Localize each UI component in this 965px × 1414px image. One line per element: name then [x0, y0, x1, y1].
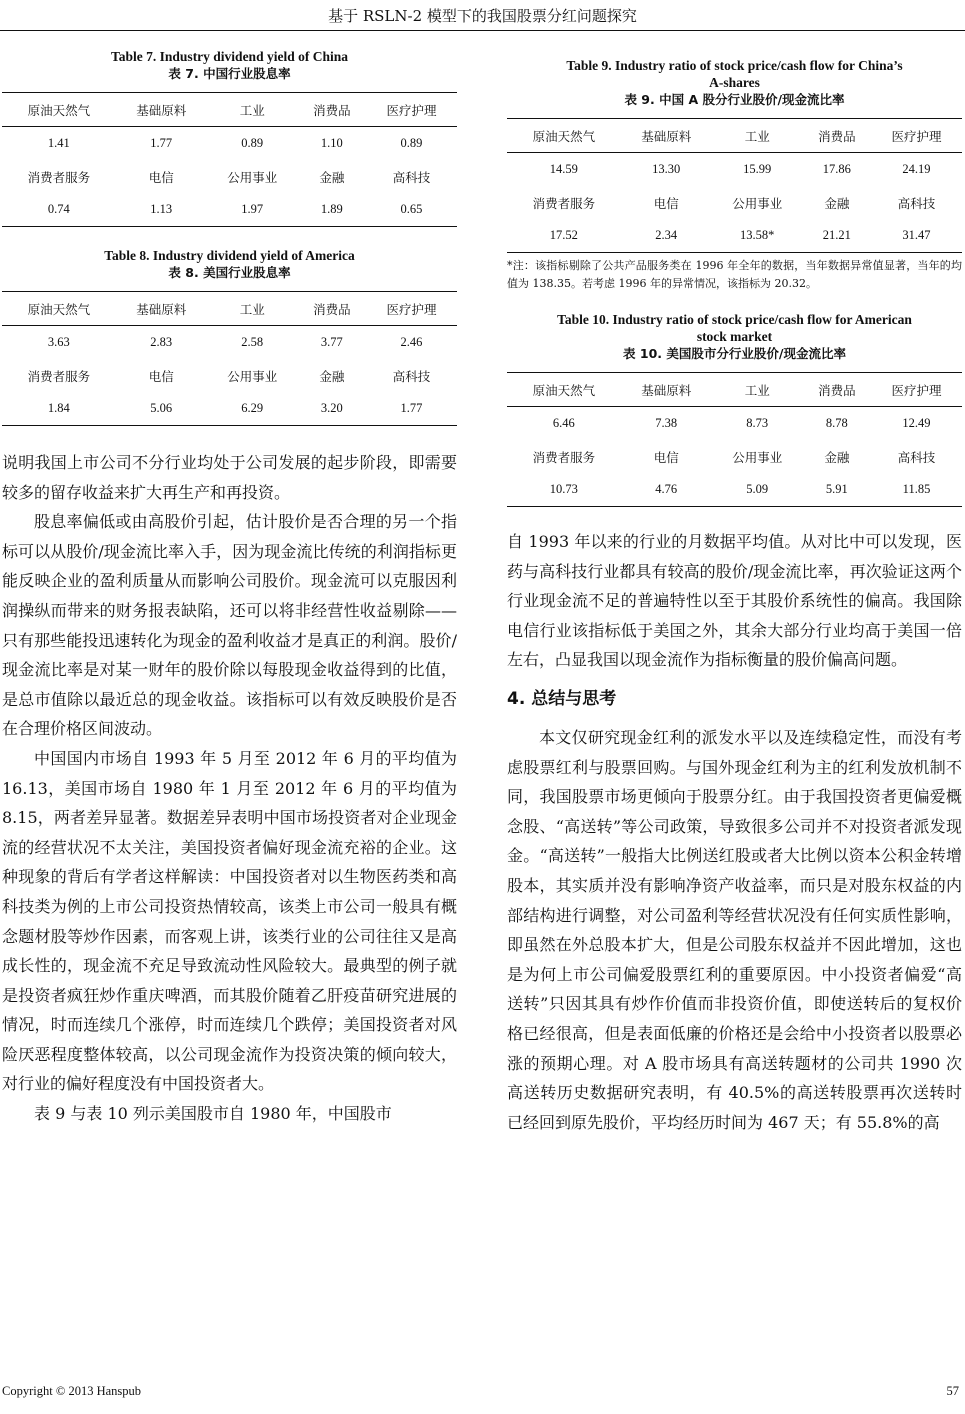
table-cell: 电信 [653, 196, 679, 211]
section-heading: 4. 总结与思考 [507, 688, 617, 709]
table-cell: 13.58* [740, 228, 775, 242]
table-cell: 金融 [319, 369, 345, 384]
table-cell: 0.89 [241, 136, 264, 150]
table-cell: 1.84 [47, 401, 70, 415]
table-cell: 7.38 [655, 416, 678, 430]
table-9-footnote: *注：该指标剔除了公共产品服务类在 1996 年全年的数据，当年数据异常值显著，当年的均值为 138.35。若考虑 1996 年的异常情况，该指标为 20.32。 [507, 259, 962, 290]
table-cell: 0.65 [400, 202, 423, 216]
body-paragraph: 自 1993 年以来的行业的月数据平均值。从对比中可以发现，医药与高科技行业都具有较高的股价/现金流比率，再次验证这两个行业现金流不足的普遍特性以至于其股价系统性的偏高。我国除电信行业该指标低于美国之外，其余大部分行业均高于美国一倍左右，凸显我国以现金流作为指标衡量的股价偏高问题。 [507, 532, 962, 670]
table-cell: 4.76 [655, 482, 678, 496]
table-9-caption-en-cont: A-shares [709, 75, 760, 90]
table-7-caption-en: Table 7. Industry dividend yield of China [111, 49, 348, 64]
table-cell: 电信 [148, 369, 174, 384]
table-8-caption-zh: 表 8. 美国行业股息率 [168, 265, 291, 280]
table-cell: 金融 [824, 450, 850, 465]
table-cell: 31.47 [902, 228, 931, 242]
table-10-caption-en: Table 10. Industry ratio of stock price/cash flow for American [557, 312, 912, 327]
table-cell: 5.06 [150, 401, 173, 415]
table-cell: 8.73 [746, 416, 769, 430]
table-cell: 工业 [207, 292, 298, 326]
table-cell: 金融 [824, 196, 850, 211]
table-7-caption-zh: 表 7. 中国行业股息率 [168, 66, 291, 81]
table-cell: 工业 [712, 373, 803, 407]
body-paragraph: 表 9 与表 10 列示美国股市自 1980 年，中国股市 [34, 1104, 392, 1124]
body-paragraph: 股息率偏低或由高股价引起，估计股价是否合理的另一个指标可以从股价/现金流比率入手，因为现金流比传统的利润指标更能反映企业的盈利质量从而影响公司股价。现金流可以克服因利润操纵而带来的财务报表缺陷，还可以将非经营性收益剔除——只有那些能投迅速转化为现金的盈利收益才是真正的利润。股价/现金流比率是对某一财年的股价除以每股现金收益得到的比值，是总市值除以最近总的现金收益。该指标可以有效反映股价是否在合理价格区间波动。 [2, 512, 457, 739]
table-cell: 1.41 [47, 136, 70, 150]
table-cell: 17.52 [549, 228, 578, 242]
table-cell: 10.73 [549, 482, 578, 496]
table-cell: 0.89 [400, 136, 423, 150]
table-cell: 3.77 [320, 335, 343, 349]
body-paragraph: 中国国内市场自 1993 年 5 月至 2012 年 6 月的平均值为 16.13，美国市场自 1980 年 1 月至 2012 年 6 月的平均值为 8.15，两者差异显著。数据差异表明中国市场投资者对企业现金流的经营状况不太关注，美国投资者偏好现金流充裕的企业。这种现象的背后有学者这样解读：中国投资者对以生物医药类和高科技类为例的上市公司投资热情较高，该类上市公司一般具有概念题材股等炒作因素，而客观上讲，该类行业的公司往往又是高成长性的，现金流不充足导致流动性风险较大。最典型的例子就是投资者疯狂炒作重庆啤酒，而其股价随着乙肝疫苗研究进展的情况，时而连续几个涨停，时而连续几个跌停；美国投资者对风险厌恶程度整体较高，以公司现金流作为投资决策的倾向较大，对行业的偏好程度没有中国投资者大。 [2, 748, 457, 1094]
table-cell: 3.63 [47, 335, 70, 349]
table-cell: 21.21 [822, 228, 851, 242]
table-cell: 公用事业 [227, 170, 278, 185]
table-cell: 消费品 [298, 93, 366, 127]
body-paragraph: 说明我国上市公司不分行业均处于公司发展的起步阶段，即需要较多的留存收益来扩大再生产和再投资。 [2, 453, 457, 502]
table-cell: 公用事业 [227, 369, 278, 384]
table-cell: 消费者服务 [27, 369, 91, 384]
table-cell: 消费者服务 [532, 450, 596, 465]
table-cell: 2.58 [241, 335, 264, 349]
table-cell: 6.46 [552, 416, 575, 430]
table-9-caption-en: Table 9. Industry ratio of stock price/cash flow for China’s [566, 58, 903, 73]
table-cell: 14.59 [549, 162, 578, 176]
table-9-caption-zh: 表 9. 中国 A 股分行业股价/现金流比率 [624, 92, 845, 107]
table-10 [507, 372, 962, 507]
table-cell: 12.49 [902, 416, 931, 430]
table-cell: 高科技 [897, 196, 936, 211]
table-cell: 电信 [653, 450, 679, 465]
table-cell: 1.89 [320, 202, 343, 216]
table-cell: 1.10 [320, 136, 343, 150]
table-cell: 工业 [712, 119, 803, 153]
table-cell: 电信 [148, 170, 174, 185]
table-cell: 消费者服务 [532, 196, 596, 211]
table-cell: 消费者服务 [27, 170, 91, 185]
table-cell: 8.78 [825, 416, 848, 430]
table-7 [2, 92, 457, 227]
table-cell: 1.13 [150, 202, 173, 216]
right-column [507, 57, 962, 1137]
table-cell: 0.74 [47, 202, 70, 216]
table-cell: 原油天然气 [507, 119, 621, 153]
table-cell: 5.91 [825, 482, 848, 496]
header-rule [0, 30, 965, 31]
table-cell: 6.29 [241, 401, 264, 415]
table-cell: 1.97 [241, 202, 264, 216]
table-cell: 高科技 [392, 170, 431, 185]
table-cell: 基础原料 [116, 93, 207, 127]
table-cell: 1.77 [150, 136, 173, 150]
table-cell: 消费品 [803, 373, 871, 407]
table-8-caption-en: Table 8. Industry dividend yield of America [104, 248, 355, 263]
body-paragraph: 本文仅研究现金红利的派发水平以及连续稳定性，而没有考虑股票红利与股票回购。与国外现金红利为主的红利发放机制不同，我国股票市场更倾向于股票分红。由于我国投资者更偏爱概念股、“高送转”等公司政策，导致很多公司并不对投资者派发现金。“高送转”一般指大比例送红股或者大比例以资本公积金转增股本，其实质并没有影响净资产收益率，而只是对股东权益的内部结构进行调整，对公司盈利等经营状况没有任何实质性影响，即虽然在外总股本扩大，但是公司股东权益并不因此增加，这也是为何上市公司偏爱股票红利的重要原因。中小投资者偏爱“高送转”只因其具有炒作价值而非投资价值，即使送转后的复权价格已经很高，但是表面低廉的价格还是会给中小投资者以股票必涨的预期心理。对 A 股市场具有高送转题材的公司共 1990 次高送转历史数据研究表明，有 40.5%的高送转股票再次送转时已经回到原先股价，平均经历时间为 467 天；有 55.8%的高 [507, 727, 962, 1132]
table-cell: 1.77 [400, 401, 423, 415]
table-cell: 消费品 [298, 292, 366, 326]
running-header-title: 基于 RSLN-2 模型下的我国股票分红问题探究 [328, 7, 637, 25]
table-9 [507, 118, 962, 253]
table-cell: 3.20 [320, 401, 343, 415]
table-cell: 医疗护理 [366, 93, 457, 127]
table-cell: 金融 [319, 170, 345, 185]
table-cell: 11.85 [902, 482, 931, 496]
table-cell: 原油天然气 [2, 292, 116, 326]
footer-page-number: 57 [946, 1384, 959, 1398]
table-cell: 高科技 [392, 369, 431, 384]
table-cell: 消费品 [803, 119, 871, 153]
table-10-caption-zh: 表 10. 美国股市分行业股价/现金流比率 [623, 346, 846, 361]
table-cell: 17.86 [822, 162, 851, 176]
table-cell: 13.30 [652, 162, 681, 176]
table-cell: 基础原料 [621, 373, 712, 407]
table-8 [2, 291, 457, 426]
table-cell: 5.09 [746, 482, 769, 496]
table-cell: 原油天然气 [2, 93, 116, 127]
table-cell: 原油天然气 [507, 373, 621, 407]
left-column [2, 48, 457, 1129]
table-cell: 15.99 [743, 162, 772, 176]
table-cell: 高科技 [897, 450, 936, 465]
table-cell: 2.46 [400, 335, 423, 349]
table-cell: 医疗护理 [871, 119, 962, 153]
table-cell: 工业 [207, 93, 298, 127]
table-cell: 2.83 [150, 335, 173, 349]
footer-copyright: Copyright © 2013 Hanspub [2, 1384, 142, 1398]
table-cell: 基础原料 [621, 119, 712, 153]
table-cell: 医疗护理 [366, 292, 457, 326]
table-cell: 基础原料 [116, 292, 207, 326]
table-cell: 公用事业 [732, 450, 783, 465]
table-cell: 公用事业 [732, 196, 783, 211]
table-cell: 2.34 [655, 228, 678, 242]
table-cell: 医疗护理 [871, 373, 962, 407]
table-10-caption-en-cont: stock market [696, 329, 773, 344]
table-cell: 24.19 [902, 162, 931, 176]
